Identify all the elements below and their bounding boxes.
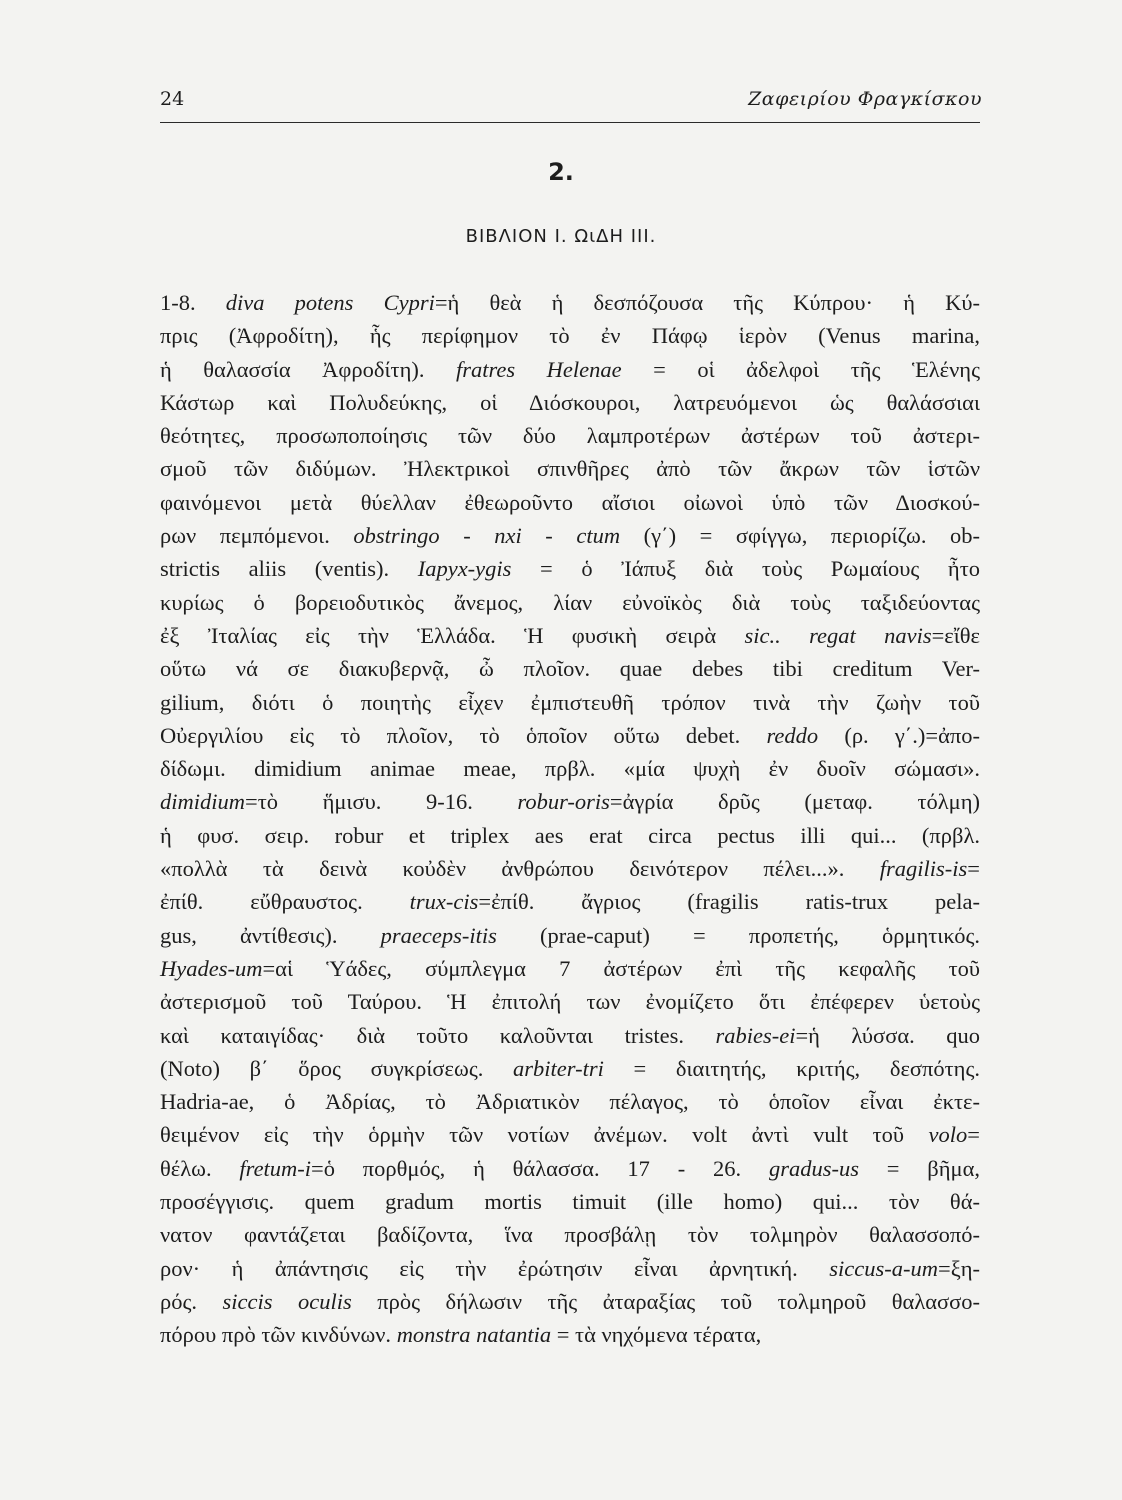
- text-segment: ρός.: [160, 1288, 223, 1314]
- text-line: [160, 652, 980, 685]
- text-segment: «πολλὰ τὰ δεινὰ κοὐδὲν ἀνθρώπου δεινότερον πέλει...».: [160, 856, 880, 882]
- text-segment: =εἴθε: [931, 622, 980, 648]
- text-segment: strictis aliis (ventis).: [160, 556, 418, 582]
- text-segment: = τὰ νηχόμενα τέρατα,: [551, 1322, 762, 1348]
- text-line: [160, 1318, 980, 1351]
- text-segment: ἡ θαλασσία Ἀφροδίτη).: [160, 356, 456, 382]
- text-segment: gus, ἀντίθεσις).: [160, 922, 381, 948]
- latin-lemma: dimidium: [160, 789, 246, 815]
- text-segment: (Noto) β΄ ὅρος συγκρίσεως.: [160, 1055, 514, 1081]
- latin-lemma: trux-cis: [409, 889, 479, 915]
- text-line: [160, 785, 980, 818]
- text-segment: θειμένον εἰς τὴν ὁρμὴν τῶν νοτίων ἀνέμων. volt ἀντὶ vult τοῦ: [160, 1122, 929, 1148]
- header-rule: [160, 122, 980, 123]
- latin-lemma: fragilis-is: [879, 856, 968, 882]
- latin-lemma: reddo: [766, 722, 819, 748]
- latin-lemma: siccus-a-um: [829, 1255, 939, 1281]
- latin-lemma: fretum-i: [239, 1155, 312, 1181]
- text-segment: ρων πεμπόμενοι.: [160, 523, 354, 549]
- text-line: [160, 386, 980, 419]
- text-segment: =ἀγρία δρῦς (μεταφ. τόλμη): [609, 789, 980, 815]
- text-segment: θεότητες, προσωποποίησις τῶν δύο λαμπροτέρων ἀστέρων τοῦ ἀστερι-: [160, 423, 980, 449]
- text-segment: Hadria-ae, ὁ Ἀδρίας, τὸ Ἀδριατικὸν πέλαγος, τὸ ὁποῖον εἶναι ἐκτε-: [160, 1089, 980, 1115]
- latin-lemma: rabies-ei: [715, 1022, 796, 1048]
- text-line: [160, 1118, 980, 1151]
- text-line: [160, 752, 980, 785]
- text-segment: =ὁ πορθμός, ἡ θάλασσα. 17 - 26.: [311, 1155, 769, 1181]
- running-head: [160, 88, 982, 110]
- text-segment: πρις (Ἀφροδίτη), ἧς περίφημον τὸ ἐν Πάφῳ ἱερὸν (Venus marina,: [160, 323, 980, 349]
- text-line: [160, 852, 980, 885]
- latin-lemma: arbiter-tri: [513, 1055, 604, 1081]
- text-line: [160, 1019, 980, 1052]
- text-line: [160, 1085, 980, 1118]
- latin-lemma: praeceps-itis: [380, 922, 497, 948]
- text-segment: = βῆμα,: [858, 1155, 980, 1181]
- text-segment: ἐξ Ἰταλίας εἰς τὴν Ἑλλάδα. Ἡ φυσικὴ σειρὰ: [160, 622, 745, 648]
- text-line: [160, 885, 980, 918]
- text-line: [160, 319, 980, 352]
- section-number: 2.: [548, 158, 574, 186]
- text-segment: δίδωμι. dimidium animae meae, πρβλ. «μία ψυχὴ ἐν δυοῖν σώμασι».: [160, 756, 980, 782]
- text-line: [160, 1052, 980, 1085]
- text-segment: ἐπίθ. εὔθραυστος.: [160, 889, 410, 915]
- text-segment: =ξη-: [938, 1255, 980, 1281]
- text-line: [160, 719, 980, 752]
- text-segment: φαινόμενοι μετὰ θύελλαν ἐθεωροῦντο αἴσιοι οἰωνοὶ ὑπὸ τῶν Διοσκού-: [160, 489, 980, 515]
- latin-lemma: robur-oris: [517, 789, 610, 815]
- text-line: [160, 985, 980, 1018]
- running-head-author: Ζαφειρίου Φραγκίσκου: [748, 88, 982, 110]
- latin-lemma: sic.. regat navis: [744, 622, 932, 648]
- text-line: [160, 1185, 980, 1218]
- text-segment: προσέγγισις. quem gradum mortis timuit (ille homo) qui... τὸν θά-: [160, 1189, 980, 1215]
- text-segment: =ἡ θεὰ ἡ δεσπόζουσα τῆς Κύπρου· ἡ Κύ-: [434, 290, 980, 315]
- text-segment: =ἡ λύσσα. quo: [795, 1022, 980, 1048]
- text-line: [160, 452, 980, 485]
- latin-lemma: Hyades-um: [160, 955, 263, 981]
- text-line: [160, 519, 980, 552]
- text-line: [160, 1252, 980, 1285]
- text-segment: = οἱ ἀδελφοὶ τῆς Ἑλένης: [621, 356, 980, 382]
- text-line: [160, 353, 980, 386]
- section-title: ΒΙΒΛΙΟΝ Ι. ΩιΔΗ ΙΙΙ.: [465, 226, 657, 247]
- text-segment: 1-8.: [160, 290, 226, 315]
- text-segment: οὕτω νά σε διακυβερνᾷ, ὦ πλοῖον. quae debes tibi creditum Ver-: [160, 656, 980, 682]
- latin-lemma: siccis oculis: [222, 1288, 352, 1314]
- latin-lemma: diva potens Cypri: [225, 290, 435, 315]
- text-segment: νατον φαντάζεται βαδίζοντα, ἵνα προσβάλῃ τὸν τολμηρὸν θαλασσοπό-: [160, 1222, 980, 1248]
- text-line: [160, 919, 980, 952]
- text-segment: πρὸς δήλωσιν τῆς ἀταραξίας τοῦ τολμηροῦ θαλασσο-: [351, 1288, 981, 1314]
- text-line: [160, 952, 980, 985]
- text-segment: (γ΄) = σφίγγω, περιορίζω. ob-: [620, 523, 980, 549]
- text-segment: σμοῦ τῶν διδύμων. Ἠλεκτρικοὶ σπινθῆρες ἀπὸ τῶν ἄκρων τῶν ἱστῶν: [160, 456, 980, 482]
- text-segment: =ἐπίθ. ἄγριος (fragilis ratis-trux pela-: [478, 889, 980, 915]
- text-line: [160, 819, 980, 852]
- text-segment: πόρου πρὸ τῶν κινδύνων.: [160, 1322, 397, 1348]
- text-segment: =: [967, 856, 980, 882]
- text-line: [160, 419, 980, 452]
- text-line: [160, 686, 980, 719]
- text-line: [160, 1285, 980, 1318]
- text-segment: = ὁ Ἰάπυξ διὰ τοὺς Ρωμαίους ἦτο: [511, 556, 980, 582]
- text-segment: = διαιτητής, κριτής, δεσπότης.: [603, 1055, 980, 1081]
- text-segment: =τὸ ἥμισυ. 9-16.: [245, 789, 518, 815]
- text-segment: (ρ. γ΄.)=ἀπο-: [818, 722, 980, 748]
- text-segment: Κάστωρ καὶ Πολυδεύκης, οἱ Διόσκουροι, λατρευόμενοι ὡς θαλάσσιαι: [160, 389, 980, 415]
- latin-lemma: obstringo - nxi - ctum: [353, 523, 621, 549]
- latin-lemma: monstra natantia: [396, 1322, 552, 1348]
- text-segment: gilium, διότι ὁ ποιητὴς εἶχεν ἐμπιστευθῆ τρόπον τινὰ τὴν ζωὴν τοῦ: [160, 689, 980, 715]
- latin-lemma: volo: [928, 1122, 968, 1148]
- text-line: [160, 552, 980, 585]
- text-segment: =αἱ Ὑάδες, σύμπλεγμα 7 ἀστέρων ἐπὶ τῆς κεφαλῆς τοῦ: [262, 955, 980, 981]
- text-segment: κυρίως ὁ βορειοδυτικὸς ἄνεμος, λίαν εὐνοϊκὸς διὰ τοὺς ταξιδεύοντας: [160, 589, 980, 615]
- commentary-text: [160, 286, 980, 1352]
- text-segment: ἀστερισμοῦ τοῦ Ταύρου. Ἡ ἐπιτολή των ἐνομίζετο ὅτι ἐπέφερεν ὑετοὺς: [160, 989, 980, 1015]
- text-segment: ἡ φυσ. σειρ. robur et triplex aes erat circa pectus illi qui... (πρβλ.: [160, 822, 980, 848]
- latin-lemma: Iapyx-ygis: [417, 556, 512, 582]
- text-line: [160, 1218, 980, 1251]
- text-segment: Οὐεργιλίου εἰς τὸ πλοῖον, τὸ ὁποῖον οὕτω debet.: [160, 722, 767, 748]
- text-line: [160, 619, 980, 652]
- text-segment: (prae-caput) = προπετής, ὁρμητικός.: [496, 922, 980, 948]
- text-line: [160, 286, 980, 319]
- latin-lemma: fratres Helenae: [455, 356, 622, 382]
- page-number: 24: [160, 88, 185, 110]
- text-line: [160, 1152, 980, 1185]
- text-segment: θέλω.: [160, 1155, 240, 1181]
- text-segment: καὶ καταιγίδας· διὰ τοῦτο καλοῦνται tristes.: [160, 1022, 716, 1048]
- text-line: [160, 486, 980, 519]
- latin-lemma: gradus-us: [768, 1155, 859, 1181]
- text-segment: =: [967, 1122, 980, 1148]
- text-segment: ρον· ἡ ἀπάντησις εἰς τὴν ἐρώτησιν εἶναι ἀρνητική.: [160, 1255, 830, 1281]
- text-line: [160, 586, 980, 619]
